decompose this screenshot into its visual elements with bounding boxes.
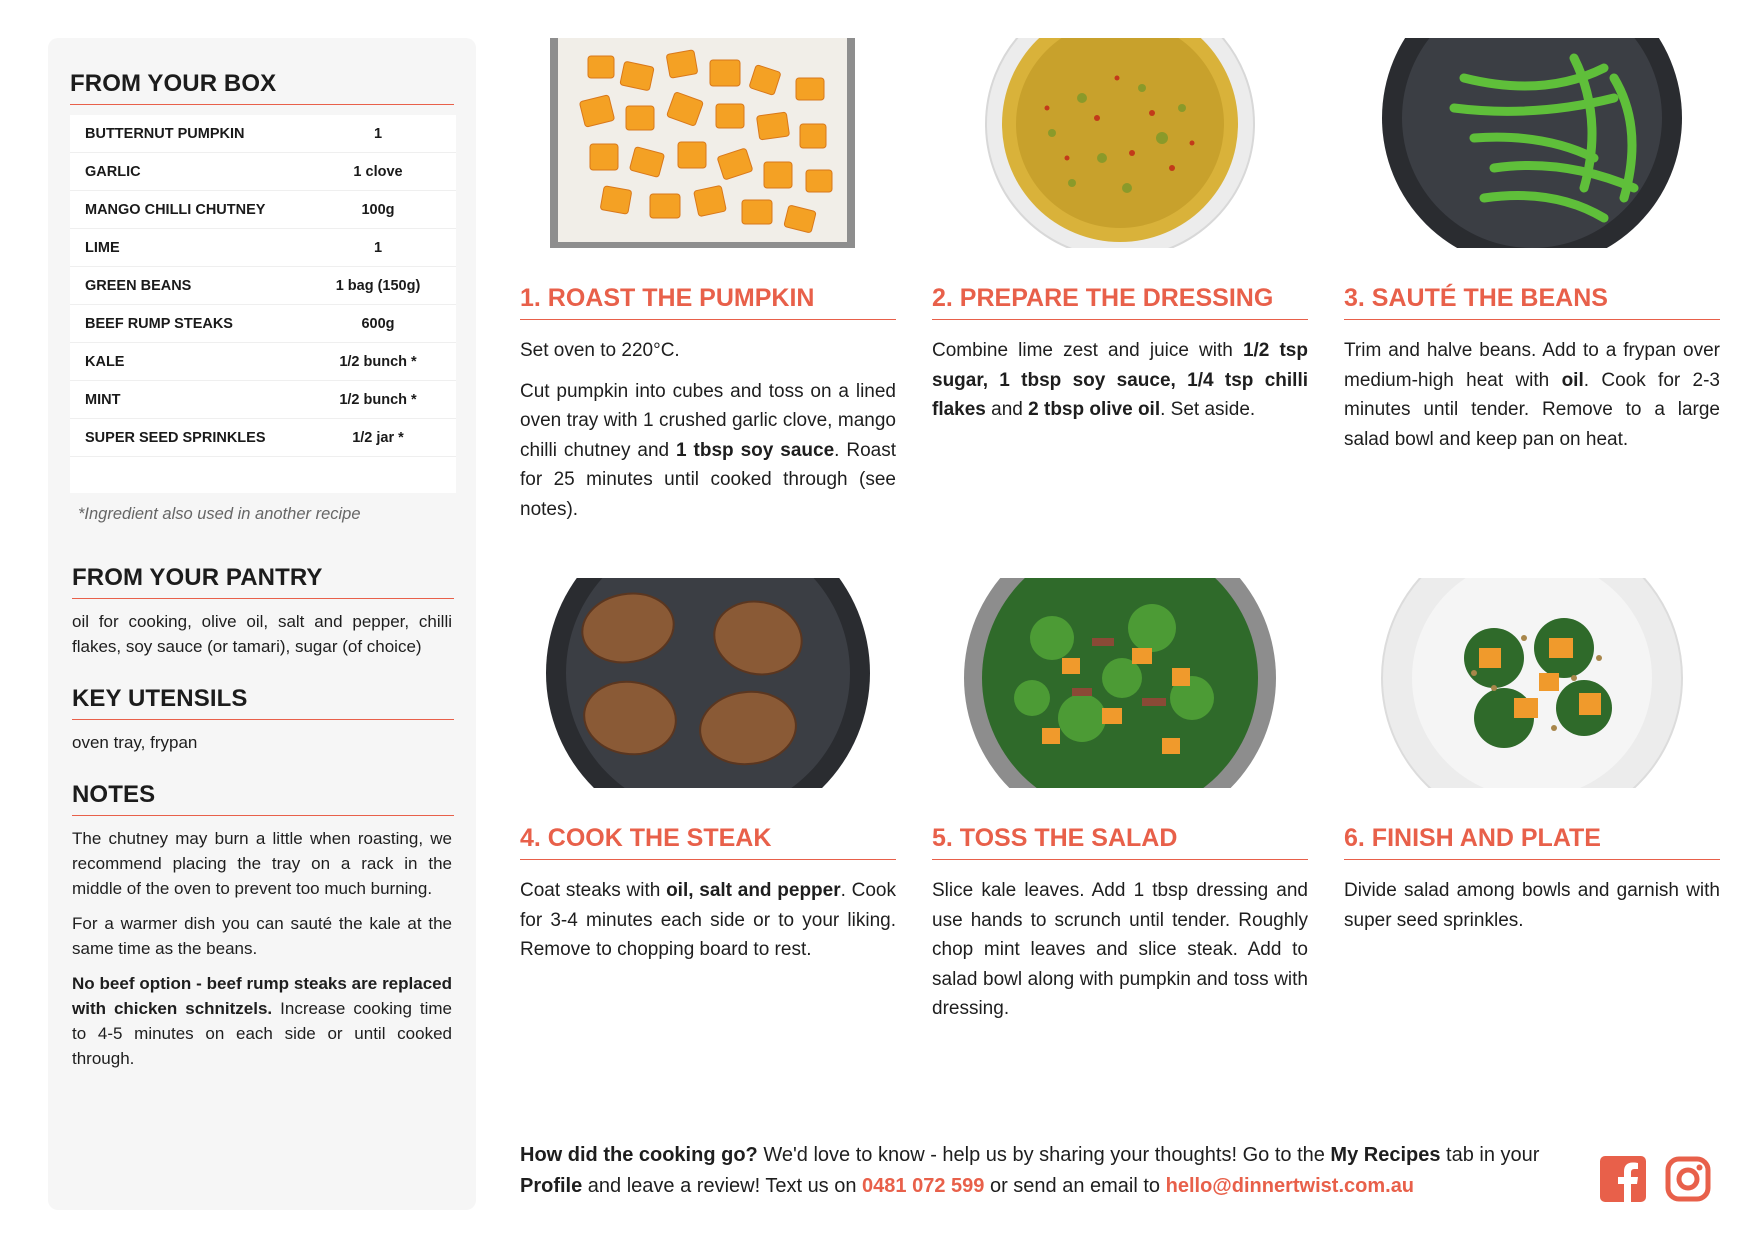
utensils-section xyxy=(70,685,454,755)
step-3 xyxy=(1344,38,1720,465)
from-your-box-heading: FROM YOUR BOX xyxy=(70,70,454,105)
ingredient-qty: 100g xyxy=(361,201,395,218)
step-6-text xyxy=(1344,876,1720,935)
note-rest: Increase cooking time to 4-5 minutes on each side or until cooked through. xyxy=(72,999,452,1068)
step-text-span: and xyxy=(985,399,1029,420)
note-paragraph: For a warmer dish you can sauté the kale at the same time as the beans. xyxy=(72,914,452,958)
step-3-title: 3. SAUTÉ THE BEANS xyxy=(1344,284,1720,320)
footer-text: We'd love to know - help us by sharing your thoughts! Go to the xyxy=(757,1144,1331,1166)
ingredient-qty: 1 xyxy=(373,125,383,142)
step-text-span: Combine lime zest and juice with xyxy=(932,340,1243,361)
footer-text: and leave a review! Text us on xyxy=(582,1175,863,1197)
step-text-span: . Roast for 25 minutes until cooked through (see notes). xyxy=(520,439,896,520)
step-4-text xyxy=(520,876,896,965)
from-your-pantry-heading: FROM YOUR PANTRY xyxy=(72,564,454,599)
step-6-photo xyxy=(1344,578,1720,788)
ingredient-row xyxy=(70,381,456,419)
ingredients-table xyxy=(70,115,456,493)
beans-frypan-image xyxy=(1344,38,1720,248)
step-text-span: Trim and halve beans. Add to a frypan over medium-high heat with xyxy=(1344,340,1720,391)
step-text-bold: oil, salt and pepper xyxy=(666,880,841,901)
ingredient-name: GARLIC xyxy=(85,163,141,180)
step-text-span: Cut pumpkin into cubes and toss on a lined oven tray with 1 crushed garlic clove, mango chilli chutney and xyxy=(520,380,896,461)
step-5-title: 5. TOSS THE SALAD xyxy=(932,824,1308,860)
step-text-span: . Cook for 2-3 minutes until tender. Remove to a large salad bowl and keep pan on heat. xyxy=(1344,369,1720,450)
notes-text xyxy=(70,826,454,1071)
step-2-title: 2. PREPARE THE DRESSING xyxy=(932,284,1308,320)
step-5 xyxy=(932,578,1308,1035)
pantry-text: oil for cooking, olive oil, salt and pepper, chilli flakes, soy sauce (or tamari), sugar (of choice) xyxy=(72,612,452,656)
profile-label: Profile xyxy=(520,1175,583,1197)
ingredient-name: MINT xyxy=(85,391,121,408)
step-paragraph: Slice kale leaves. Add 1 tbsp dressing and use hands to scrunch until tender. Roughly chop mint leaves and slice steak. Add to salad bowl along with pumpkin and toss with dressing. xyxy=(932,880,1308,1019)
step-1 xyxy=(520,38,896,535)
steaks-frypan-image xyxy=(520,578,896,788)
step-1-photo xyxy=(520,38,896,248)
instagram-icon[interactable] xyxy=(1665,1156,1711,1202)
ingredient-row xyxy=(70,343,456,381)
my-recipes-label: My Recipes xyxy=(1330,1144,1441,1166)
ingredient-row xyxy=(70,267,456,305)
step-2 xyxy=(932,38,1308,436)
ingredient-row xyxy=(70,115,456,153)
notes-heading: NOTES xyxy=(72,781,454,816)
ingredient-qty: 1/2 bunch * xyxy=(339,353,417,370)
step-paragraph: Divide salad among bowls and garnish with super seed sprinkles. xyxy=(1344,880,1720,931)
footer-text: or send an email to xyxy=(984,1175,1166,1197)
email-link[interactable]: hello@dinnertwist.com.au xyxy=(1165,1175,1415,1197)
step-1-title: 1. ROAST THE PUMPKIN xyxy=(520,284,896,320)
ingredient-footnote: *Ingredient also used in another recipe xyxy=(78,505,361,523)
step-2-text xyxy=(932,336,1308,425)
ingredient-row xyxy=(70,419,456,457)
ingredient-name: LIME xyxy=(85,239,120,256)
ingredient-row xyxy=(70,305,456,343)
roasted-pumpkin-tray-image xyxy=(520,38,896,248)
footer-text: tab in your xyxy=(1440,1144,1540,1166)
ingredient-qty: 1 clove xyxy=(353,163,403,180)
ingredient-qty: 600g xyxy=(361,315,395,332)
step-3-photo xyxy=(1344,38,1720,248)
step-5-text xyxy=(932,876,1308,1024)
step-text-bold: 1/2 tsp sugar, 1 tbsp soy sauce, 1/4 tsp chilli flakes xyxy=(932,340,1308,420)
ingredient-name: KALE xyxy=(85,353,125,370)
phone-number[interactable]: 0481 072 599 xyxy=(862,1175,985,1197)
note-paragraph xyxy=(72,971,452,1071)
ingredient-row xyxy=(70,229,456,267)
step-paragraph xyxy=(932,336,1308,425)
step-4-title: 4. COOK THE STEAK xyxy=(520,824,896,860)
step-paragraph xyxy=(520,377,896,525)
step-text-bold: 1 tbsp soy sauce xyxy=(676,439,835,461)
pantry-section xyxy=(70,564,454,659)
ingredient-name: MANGO CHILLI CHUTNEY xyxy=(85,201,266,218)
ingredient-name: GREEN BEANS xyxy=(85,277,192,294)
ingredient-name: SUPER SEED SPRINKLES xyxy=(85,429,266,446)
step-paragraph: Set oven to 220°C. xyxy=(520,340,680,361)
step-4-photo xyxy=(520,578,896,788)
ingredient-qty: 1 xyxy=(373,239,383,256)
step-text-bold: 2 tbsp olive oil xyxy=(1028,399,1161,420)
dressing-bowl-image xyxy=(932,38,1308,248)
step-6 xyxy=(1344,578,1720,946)
step-4 xyxy=(520,578,896,976)
ingredient-qty: 1 bag (150g) xyxy=(335,277,421,294)
utensils-text: oven tray, frypan xyxy=(72,733,198,752)
ingredient-row xyxy=(70,191,456,229)
step-paragraph xyxy=(520,876,896,965)
step-6-title: 6. FINISH AND PLATE xyxy=(1344,824,1720,860)
feedback-footer xyxy=(520,1140,1570,1202)
notes-section xyxy=(70,781,454,1071)
ingredient-row xyxy=(70,153,456,191)
note-paragraph: The chutney may burn a little when roasting, we recommend placing the tray on a rack in the middle of the oven to prevent too much burning. xyxy=(72,829,452,898)
step-2-photo xyxy=(932,38,1308,248)
step-text-span: . Set aside. xyxy=(1160,399,1256,420)
step-5-photo xyxy=(932,578,1308,788)
step-text-bold: oil xyxy=(1561,369,1584,391)
step-1-text xyxy=(520,336,896,524)
note-bold: No beef option - beef rump steaks are replaced with chicken schnitzels. xyxy=(72,974,452,1018)
ingredient-qty: 1/2 jar * xyxy=(352,429,404,446)
step-text-span: . Cook for 3-4 minutes each side or to your liking. Remove to chopping board to rest. xyxy=(520,880,897,960)
ingredient-qty: 1/2 bunch * xyxy=(339,391,417,408)
ingredients-sidebar xyxy=(48,38,476,1210)
feedback-question: How did the cooking go? xyxy=(520,1144,758,1166)
key-utensils-heading: KEY UTENSILS xyxy=(72,685,454,720)
step-3-text xyxy=(1344,336,1720,454)
step-paragraph xyxy=(1344,336,1720,454)
facebook-icon[interactable] xyxy=(1600,1156,1646,1202)
plated-salad-image xyxy=(1344,578,1720,788)
step-text-span: Coat steaks with xyxy=(520,880,667,901)
salad-bowl-image xyxy=(932,578,1308,788)
ingredient-name: BUTTERNUT PUMPKIN xyxy=(85,125,245,142)
ingredient-name: BEEF RUMP STEAKS xyxy=(85,315,233,332)
